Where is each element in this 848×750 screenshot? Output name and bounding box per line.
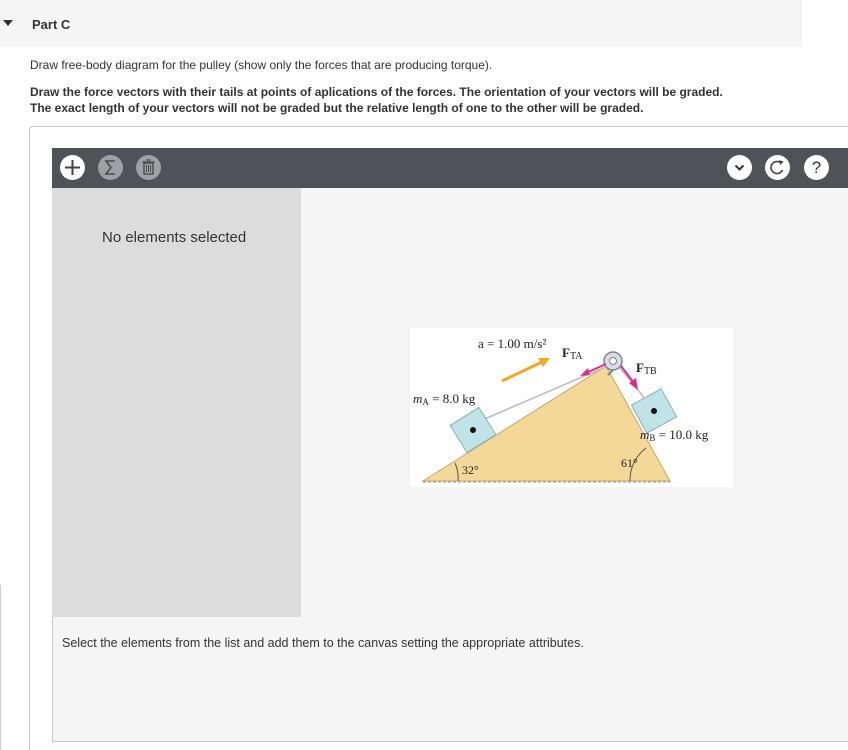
acceleration-arrow xyxy=(502,358,550,381)
delete-button[interactable] xyxy=(136,155,161,180)
add-element-button[interactable] xyxy=(60,155,85,180)
mass-b-label: mB = 10.0 kg xyxy=(640,427,709,443)
canvas-hint: Select the elements from the list and add them to the canvas setting the appropriate attributes. xyxy=(62,636,584,650)
reset-icon xyxy=(765,155,790,180)
dropdown-button[interactable] xyxy=(727,155,752,180)
part-title: Part C xyxy=(32,17,71,32)
problem-figure xyxy=(410,328,733,487)
plus-icon xyxy=(60,155,85,180)
left-edge-line xyxy=(0,585,1,750)
acceleration-label: a = 1.00 m/s² xyxy=(478,336,547,351)
help-button[interactable] xyxy=(804,155,829,180)
instruction-bold-line-2: The exact length of your vectors will not be graded but the relative length of one to the other will be graded. xyxy=(30,101,644,115)
help-icon: ? xyxy=(811,157,822,177)
trash-icon xyxy=(136,155,161,180)
instruction-text: Draw free-body diagram for the pulley (show only the forces that are producing torque). xyxy=(30,58,493,72)
instruction-bold-line-1: Draw the force vectors with their tails at points of aplications of the forces. The orientation of your vectors will be graded. xyxy=(30,85,723,99)
chevron-down-icon xyxy=(727,155,752,180)
force-ta-label: FTA xyxy=(562,345,583,362)
mass-a-label: mA = 8.0 kg xyxy=(413,391,476,407)
reset-button[interactable] xyxy=(765,155,790,180)
drawing-toolbar xyxy=(52,148,848,188)
collapse-caret-icon[interactable] xyxy=(3,20,13,26)
sidebar-empty-label: No elements selected xyxy=(102,229,247,246)
sigma-icon xyxy=(98,155,123,180)
angle-61-label: 61° xyxy=(621,456,638,470)
angle-32-label: 32° xyxy=(462,463,479,477)
part-header xyxy=(0,0,802,47)
force-tb-label: FTB xyxy=(636,360,657,377)
sum-vectors-button[interactable] xyxy=(98,155,123,180)
elements-sidebar xyxy=(52,188,301,617)
instruction-bold-text xyxy=(30,84,820,116)
